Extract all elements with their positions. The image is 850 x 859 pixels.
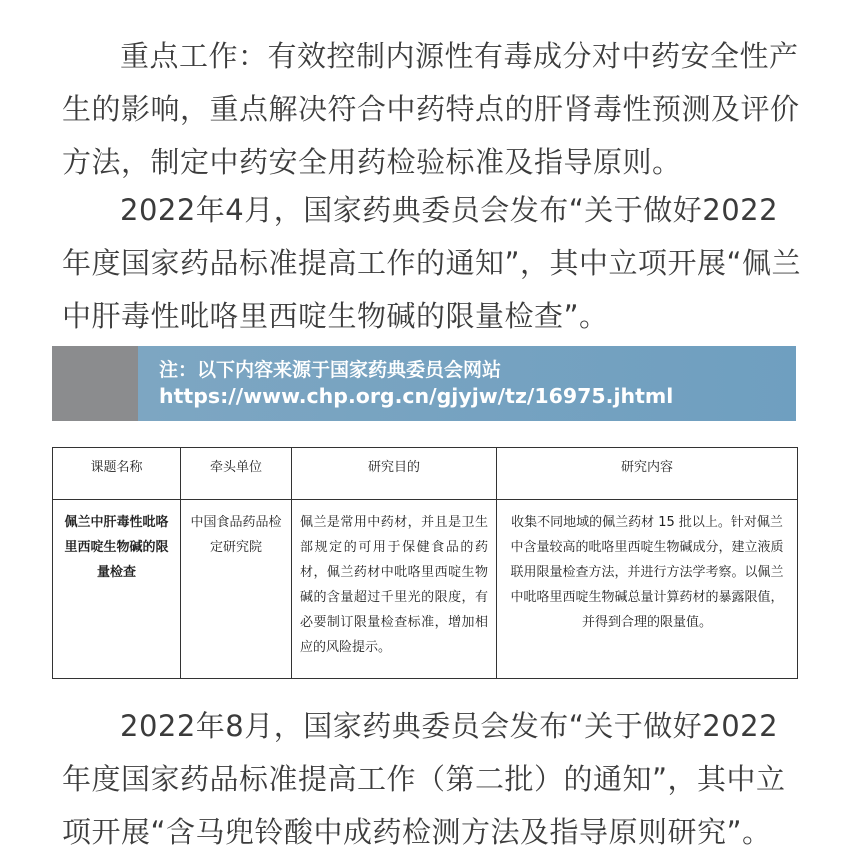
paragraph-august-2022: 2022年8月，国家药典委员会发布“关于做好2022年度国家药品标准提高工作（第二批）的通知”，其中立项开展“含马兜铃酸中成药检测方法及指导原则研究”。 [62,709,786,849]
note-title: 注：以下内容来源于国家药典委员会网站 [159,359,502,381]
table-header-row [53,448,798,500]
cell-project-name: 佩兰中肝毒性吡咯里西啶生物碱的限量检查 [53,500,181,679]
header-content: 研究内容 [497,448,798,500]
paragraph-april-2022: 2022年4月，国家药典委员会发布“关于做好2022年度国家药品标准提高工作的通知”，其中立项开展“佩兰中肝毒性吡咯里西啶生物碱的限量检查”。 [62,193,802,333]
note-grey-block [52,346,138,421]
cell-lead-unit: 中国食品药品检定研究院 [181,500,292,679]
source-note-banner [52,346,796,421]
paragraph-key-work: 重点工作：有效控制内源性有毒成分对中药安全性产生的影响，重点解决符合中药特点的肝肾毒性预测及评价方法，制定中药安全用药检验标准及指导原则。 [62,39,800,179]
header-lead-unit: 牵头单位 [181,448,292,500]
project-table [52,447,798,679]
cell-purpose: 佩兰是常用中药材，并且是卫生部规定的可用于保健食品的药材，佩兰药材中吡咯里西啶生物碱的含量超过千里光的限度，有必要制订限量检查标准，增加相应的风险提示。 [292,500,497,679]
header-project-name: 课题名称 [53,448,181,500]
table-row [53,500,798,679]
note-url[interactable]: https://www.chp.org.cn/gjyjw/tz/16975.jhtml [159,384,674,408]
cell-content: 收集不同地域的佩兰药材 15 批以上。针对佩兰中含量较高的吡咯里西啶生物碱成分，建立液质联用限量检查方法，并进行方法学考察。以佩兰中吡咯里西啶生物碱总量计算药材的暴露限值，并得到合理的限量值。 [497,500,798,679]
header-purpose: 研究目的 [292,448,497,500]
